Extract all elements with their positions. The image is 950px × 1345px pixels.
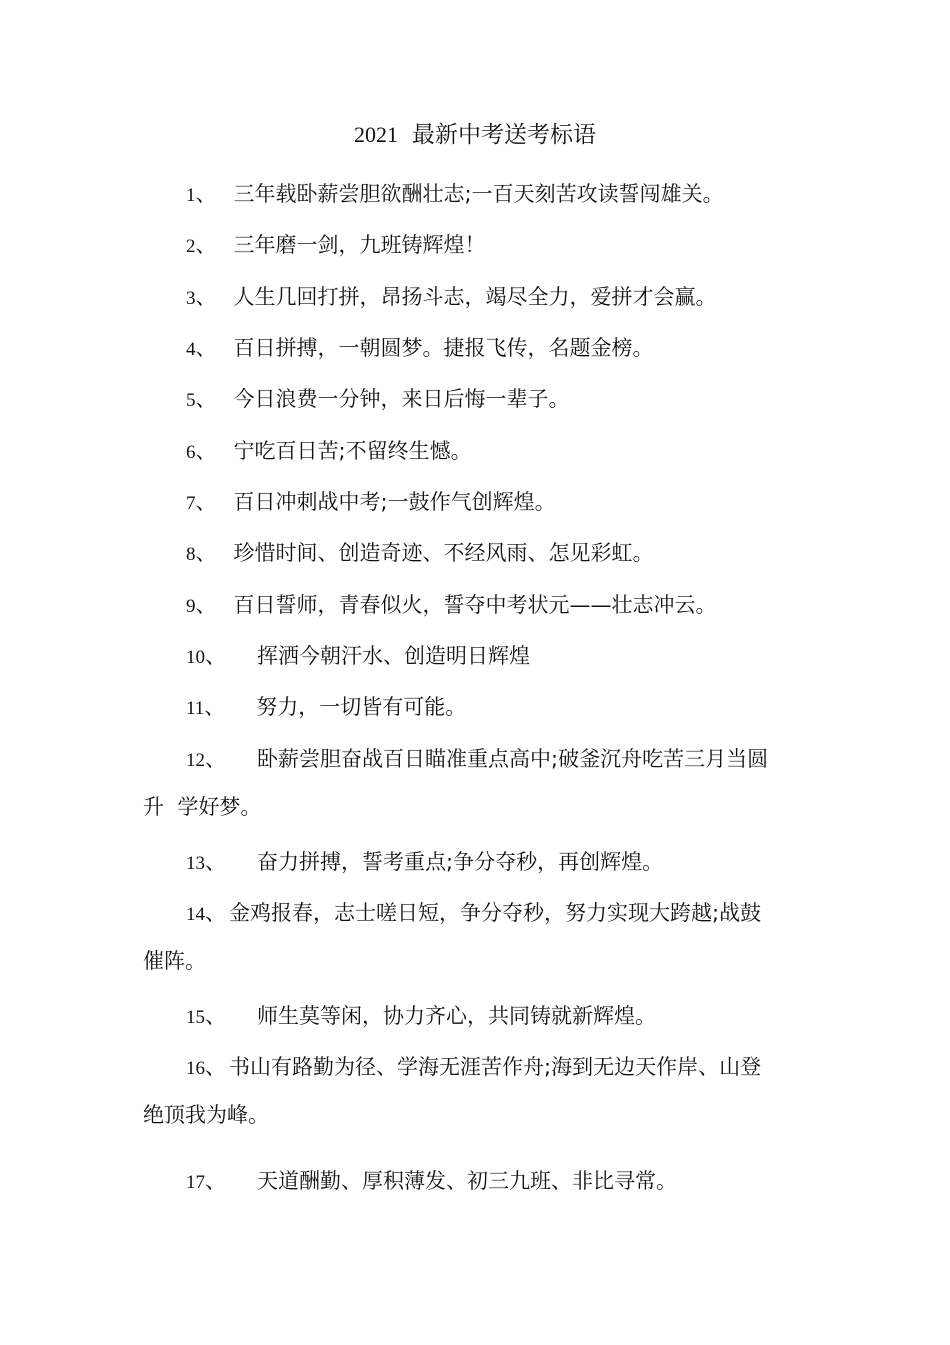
item-separator: 、: [195, 233, 217, 257]
item-number: 8: [186, 544, 196, 565]
item-separator: 、: [195, 387, 217, 411]
item-text-continued: 升 学好梦。: [143, 795, 262, 819]
item-text: 挥洒今朝汗水、创造明日辉煌: [257, 644, 530, 668]
item-separator: 、: [195, 336, 217, 360]
item-text: 宁吃百日苦;不留终生憾。: [233, 439, 472, 463]
item-separator: 、: [205, 644, 226, 668]
item-text: 三年载卧薪尝胆欲酬壮志;一百天刻苦攻读誓闯雄关。: [233, 182, 724, 206]
list-item: [186, 384, 570, 416]
item-text: 百日拼搏，一朝圆梦。捷报飞传，名题金榜。: [233, 336, 654, 360]
item-text: 努力，一切皆有可能。: [256, 695, 467, 719]
list-item: [186, 1052, 761, 1084]
item-separator: 、: [205, 1169, 226, 1193]
item-number: 4: [186, 339, 196, 360]
list-item: [186, 641, 530, 673]
item-number: 6: [186, 442, 196, 463]
item-separator: 、: [195, 182, 217, 206]
item-text-continued: 绝顶我为峰。: [143, 1103, 269, 1127]
item-number: 10: [186, 647, 205, 668]
list-item: [186, 230, 486, 262]
title-text: 最新中考送考标语: [412, 122, 596, 148]
item-text: 三年磨一剑，九班铸辉煌！: [233, 233, 486, 257]
list-item-continuation: [143, 1100, 269, 1130]
item-number: 3: [186, 288, 196, 309]
item-text: 天道酬勤、厚积薄发、初三九班、非比寻常。: [257, 1169, 677, 1193]
item-number: 7: [186, 493, 196, 514]
list-item: [186, 692, 466, 724]
item-number: 2: [186, 236, 196, 257]
item-separator: 、: [205, 747, 226, 771]
list-item: [186, 847, 663, 879]
item-number: 17: [186, 1172, 205, 1193]
item-text: 百日冲刺战中考;一鼓作气创辉煌。: [233, 490, 556, 514]
item-separator: 、: [195, 593, 217, 617]
item-text: 今日浪费一分钟，来日后悔一辈子。: [233, 387, 570, 411]
list-item-continuation: [143, 792, 261, 822]
title-year: 2021: [354, 122, 398, 147]
item-number: 12: [186, 750, 205, 771]
item-separator: 、: [195, 439, 217, 463]
item-number: 15: [186, 1007, 205, 1028]
item-text: 师生莫等闲，协力齐心，共同铸就新辉煌。: [257, 1004, 656, 1028]
list-item-continuation: [143, 946, 206, 976]
list-item: [186, 179, 724, 211]
item-text: 奋力拼搏，誓考重点;争分夺秒，再创辉煌。: [257, 850, 664, 874]
item-separator: 、: [205, 1055, 226, 1079]
item-text: 珍惜时间、创造奇迹、不经风雨、怎见彩虹。: [233, 541, 654, 565]
page-title: [0, 118, 950, 152]
list-item: [186, 282, 717, 314]
item-number: 5: [186, 390, 196, 411]
list-item: [186, 333, 654, 365]
item-number: 16: [186, 1058, 205, 1079]
item-separator: 、: [195, 541, 217, 565]
item-number: 1: [186, 185, 196, 206]
list-item: [186, 538, 654, 570]
list-item: [186, 1001, 656, 1033]
list-item: [186, 590, 717, 622]
item-text-continued: 催阵。: [143, 949, 206, 973]
list-item: [186, 436, 472, 468]
item-number: 13: [186, 853, 205, 874]
item-text: 人生几回打拼，昂扬斗志，竭尽全力，爱拼才会赢。: [233, 285, 717, 309]
item-text: 卧薪尝胆奋战百日瞄准重点高中;破釜沉舟吃苦三月当圆: [257, 747, 769, 771]
item-number: 14: [186, 904, 205, 925]
item-text: 百日誓师，青春似火，誓夺中考状元——壮志冲云。: [233, 593, 717, 617]
list-item: [186, 487, 556, 519]
item-separator: 、: [205, 901, 226, 925]
item-number: 9: [186, 596, 196, 617]
item-separator: 、: [205, 1004, 226, 1028]
item-text: 书山有路勤为径、学海无涯苦作舟;海到无边天作岸、山登: [229, 1055, 762, 1079]
list-item: [186, 898, 761, 930]
list-item: [186, 744, 768, 776]
item-separator: 、: [195, 490, 217, 514]
item-text: 金鸡报春，志士嗟日短，争分夺秒，努力实现大跨越;战鼓: [229, 901, 762, 925]
item-separator: 、: [195, 285, 217, 309]
list-item: [186, 1166, 677, 1198]
item-separator: 、: [205, 850, 226, 874]
item-number: 11: [186, 698, 205, 719]
item-separator: 、: [204, 695, 226, 719]
